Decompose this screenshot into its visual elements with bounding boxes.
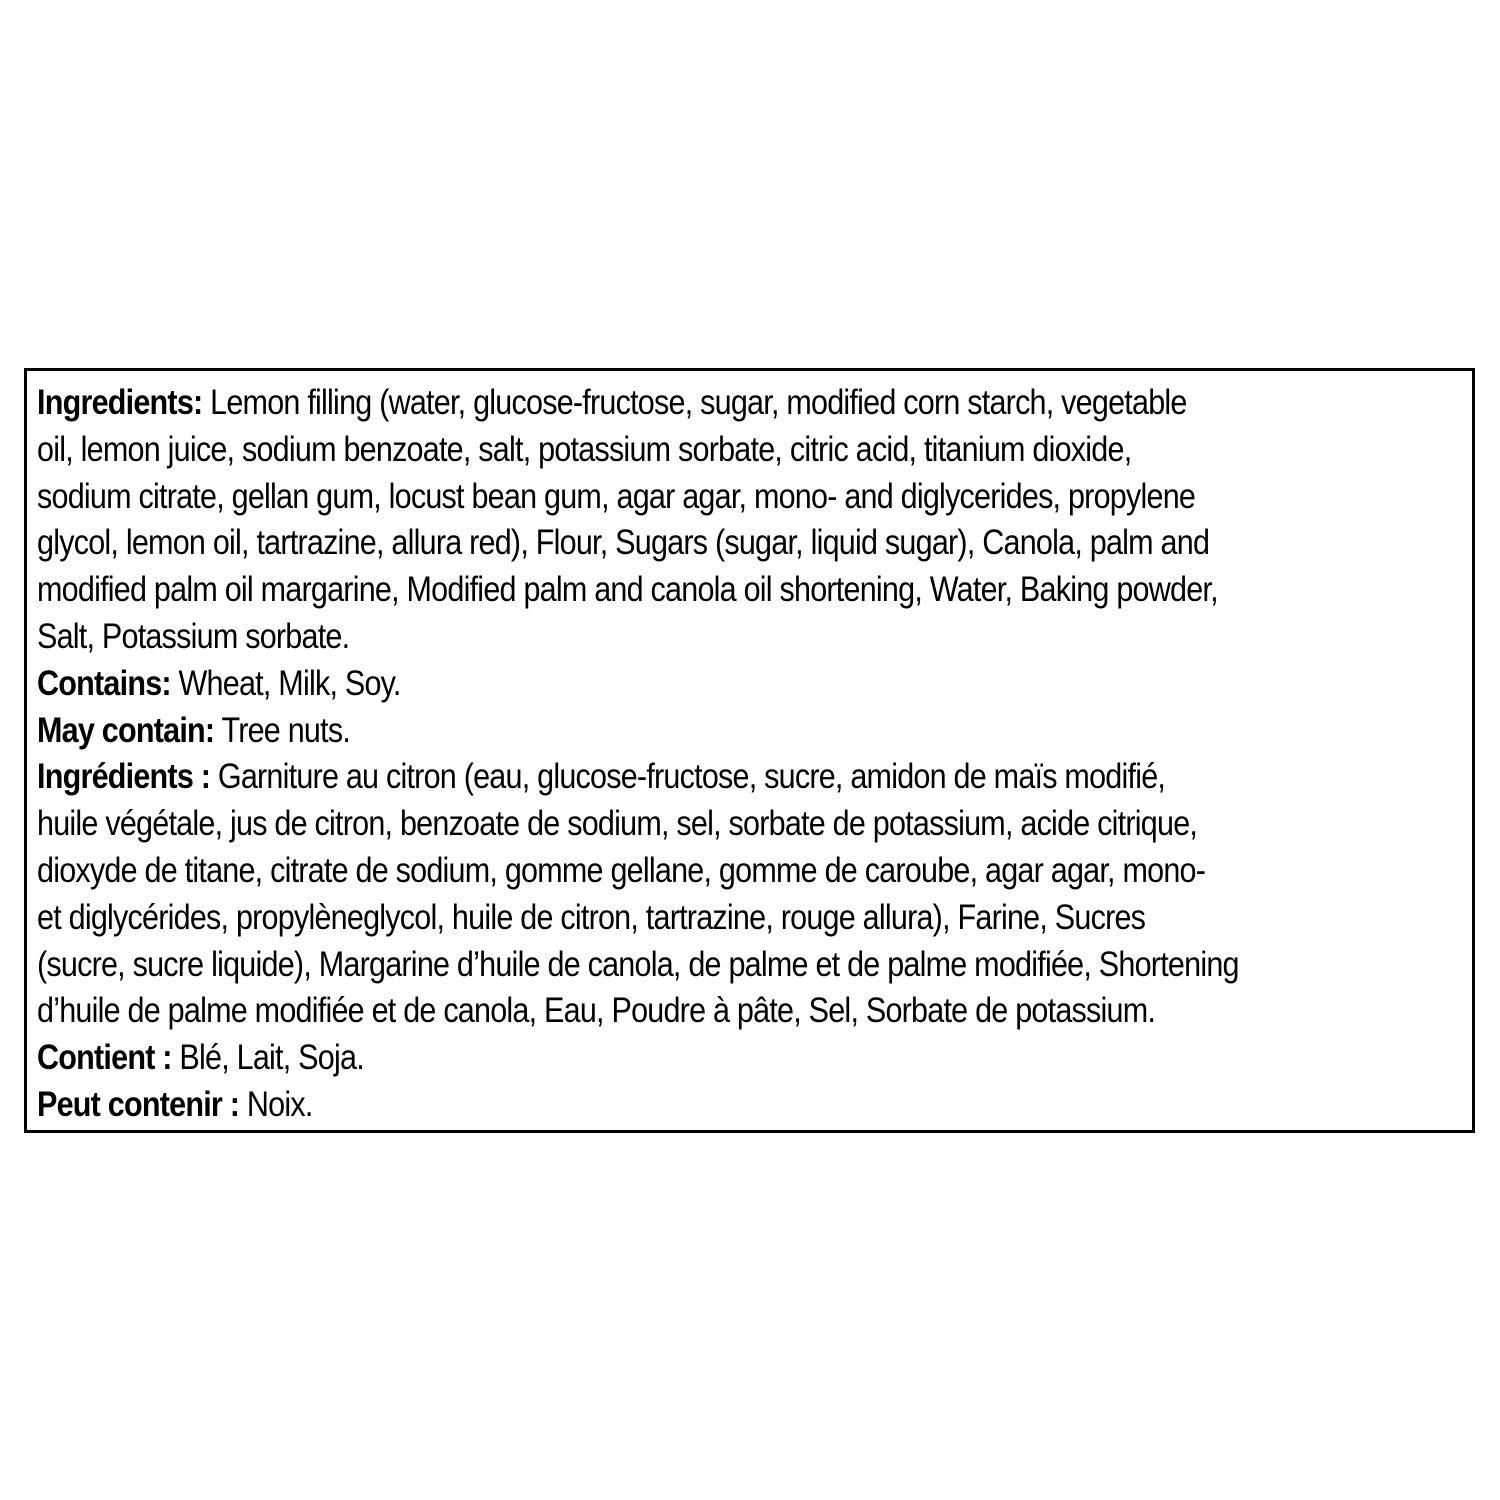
label-line-4 bbox=[37, 519, 1264, 566]
line-text: oil, lemon juice, sodium benzoate, salt, potassium sorbate, citric acid, titanium dioxide, bbox=[37, 428, 1132, 469]
line-text: Garniture au citron (eau, glucose-fructose, sucre, amidon de maïs modifié, bbox=[210, 756, 1166, 797]
label-line-16 bbox=[37, 1081, 1264, 1128]
peut-contenir-heading: Peut contenir : bbox=[37, 1083, 240, 1124]
line-text: Noix. bbox=[239, 1083, 313, 1124]
label-line-5 bbox=[37, 566, 1264, 613]
label-line-11 bbox=[37, 847, 1264, 894]
line-text: (sucre, sucre liquide), Margarine d’huile de canola, de palme et de palme modifiée, Shortening bbox=[37, 943, 1239, 984]
ingredients-fr-heading: Ingrédients : bbox=[37, 756, 211, 797]
line-text: Lemon filling (water, glucose-fructose, sugar, modified corn starch, vegetable bbox=[202, 382, 1187, 422]
label-line-1 bbox=[37, 379, 1264, 426]
label-line-2 bbox=[37, 426, 1264, 473]
label-line-6 bbox=[37, 613, 1264, 660]
ingredients-label-box bbox=[24, 368, 1475, 1133]
label-line-8 bbox=[37, 707, 1264, 754]
line-text: huile végétale, jus de citron, benzoate de sodium, sel, sorbate de potassium, acide citrique, bbox=[37, 803, 1198, 844]
contains-heading: Contains: bbox=[37, 662, 171, 703]
line-text: Blé, Lait, Soja. bbox=[171, 1037, 364, 1078]
label-line-3 bbox=[37, 473, 1264, 520]
label-line-9 bbox=[37, 753, 1264, 800]
line-text: et diglycérides, propylèneglycol, huile de citron, tartrazine, rouge allura), Farine, Sucres bbox=[37, 896, 1146, 937]
contient-heading: Contient : bbox=[37, 1037, 172, 1078]
label-line-15 bbox=[37, 1034, 1264, 1081]
label-line-7 bbox=[37, 660, 1264, 707]
line-text: sodium citrate, gellan gum, locust bean gum, agar agar, mono- and diglycerides, propylene bbox=[37, 475, 1196, 516]
may-contain-heading: May contain: bbox=[37, 709, 215, 750]
line-text: Tree nuts. bbox=[214, 709, 351, 750]
line-text: Salt, Potassium sorbate. bbox=[37, 615, 350, 656]
line-text: modified palm oil margarine, Modified palm and canola oil shortening, Water, Baking powder, bbox=[37, 569, 1218, 610]
line-text: glycol, lemon oil, tartrazine, allura red), Flour, Sugars (sugar, liquid sugar), Canola, palm and bbox=[37, 522, 1210, 563]
label-line-14 bbox=[37, 987, 1264, 1034]
label-line-10 bbox=[37, 800, 1264, 847]
label-line-12 bbox=[37, 894, 1264, 941]
line-text: Wheat, Milk, Soy. bbox=[170, 662, 401, 703]
ingredients-heading: Ingredients: bbox=[37, 382, 203, 422]
line-text: d’huile de palme modifiée et de canola, Eau, Poudre à pâte, Sel, Sorbate de potassium. bbox=[37, 990, 1156, 1031]
line-text: dioxyde de titane, citrate de sodium, gomme gellane, gomme de caroube, agar agar, mono- bbox=[37, 849, 1206, 890]
label-line-13 bbox=[37, 941, 1264, 988]
